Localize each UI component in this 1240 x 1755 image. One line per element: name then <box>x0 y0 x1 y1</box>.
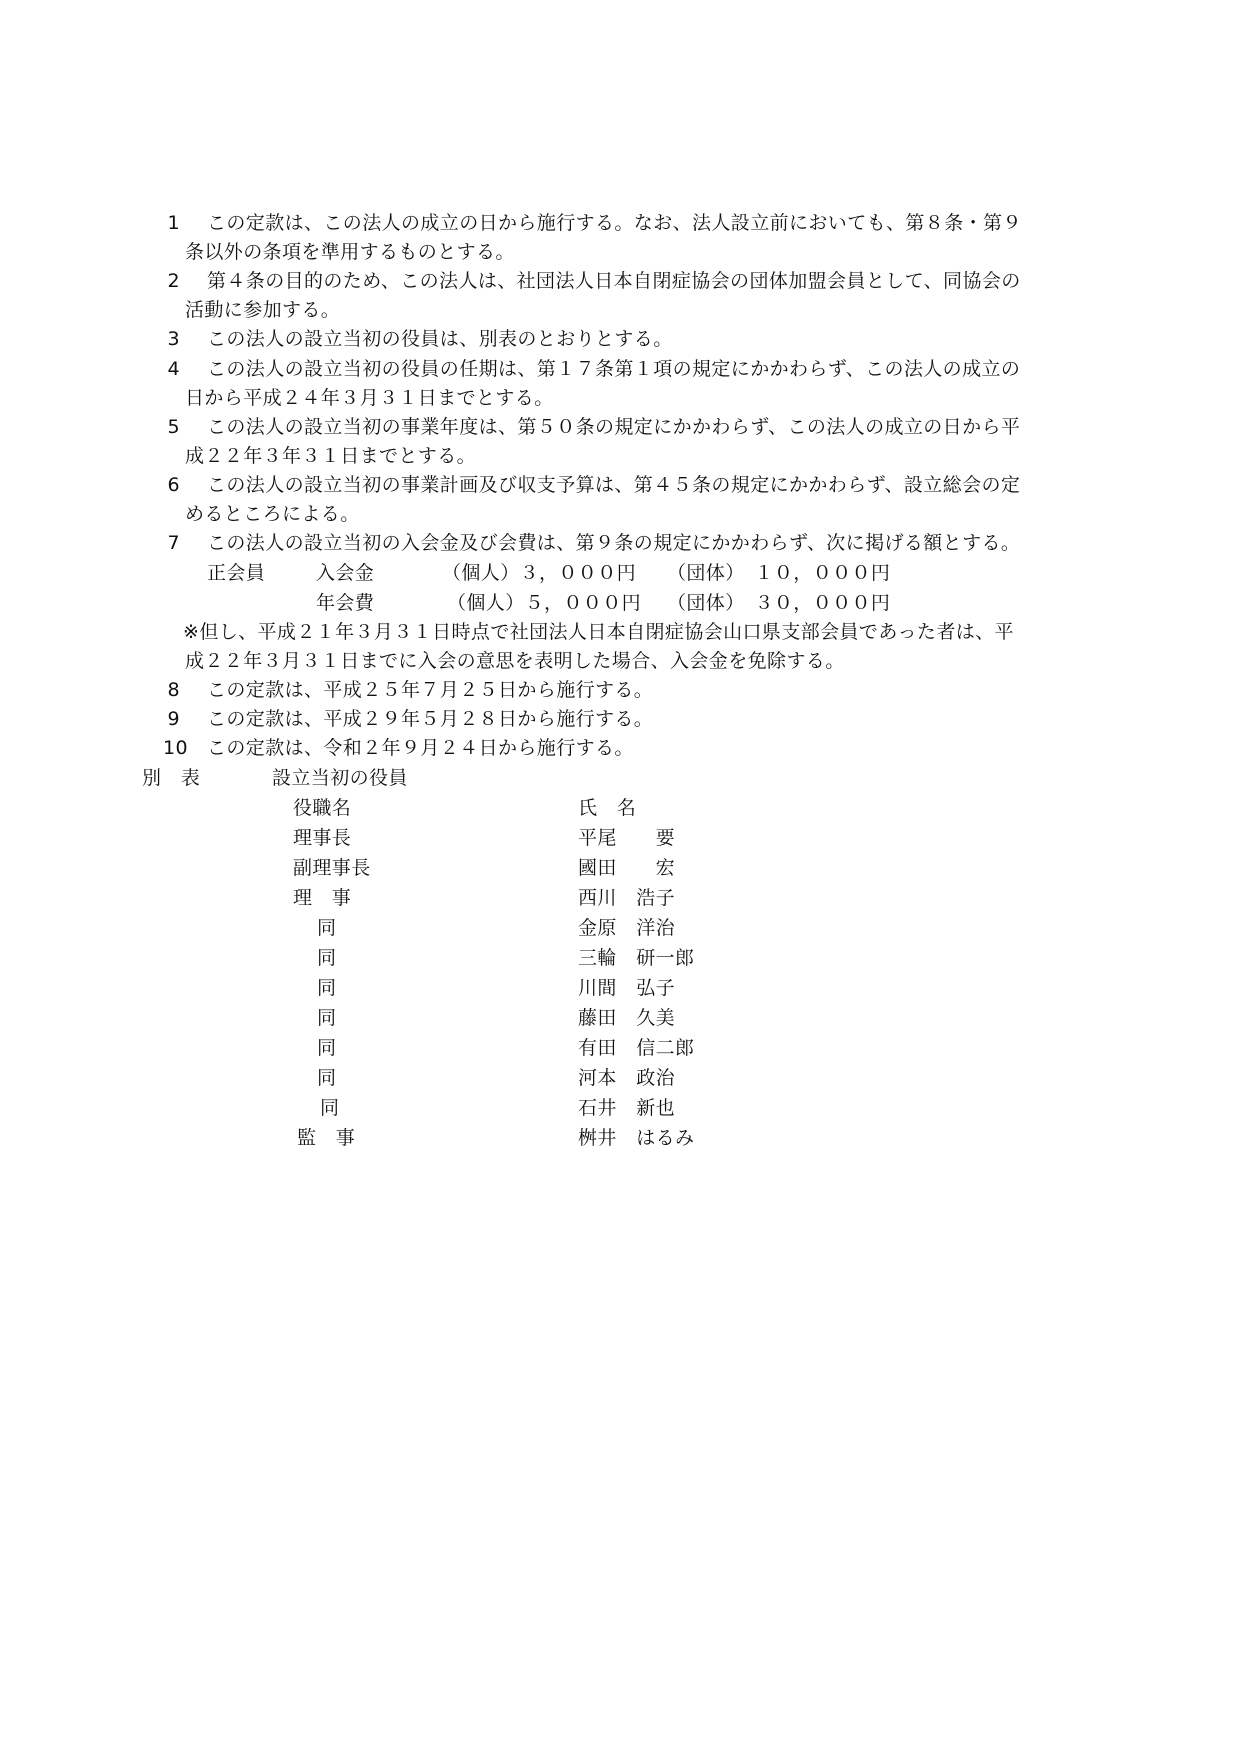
note-text: ※但し、平成２１年３月３１日時点で社団法人日本自閉症協会山口県支部会員であった者は、平 <box>183 621 1014 643</box>
officer-role: 同 <box>317 1067 337 1089</box>
officer-role: 同 <box>317 1037 337 1059</box>
officer-role: 同 <box>320 1097 340 1119</box>
officer-role: 理 事 <box>293 887 352 909</box>
fee-label: 年会費 <box>316 592 375 614</box>
officer-role: 副理事長 <box>293 857 371 879</box>
provision-text: 活動に参加する。 <box>185 299 341 321</box>
header-role: 役職名 <box>293 797 352 819</box>
officer-role: 理事長 <box>293 827 352 849</box>
annex-title: 設立当初の役員 <box>272 767 408 789</box>
provision-number: 2 <box>167 270 180 292</box>
officer-name: 西川 浩子 <box>578 887 676 909</box>
fee-individual: （個人）３，０００円 <box>442 562 637 584</box>
annex-label: 別 表 <box>142 767 201 789</box>
provision-number: 1 <box>167 212 180 234</box>
provision-text: 条以外の条項を準用するものとする。 <box>185 241 515 263</box>
officer-name: 有田 信二郎 <box>578 1037 695 1059</box>
provision-number: 9 <box>167 708 180 730</box>
officer-name: 石井 新也 <box>578 1097 676 1119</box>
provision-number: 3 <box>167 328 180 350</box>
provision-text: この法人の設立当初の役員は、別表のとおりとする。 <box>207 328 673 350</box>
provision-text: この定款は、この法人の成立の日から施行する。なお、法人設立前においても、第８条・第９ <box>207 212 1022 234</box>
header-name: 氏 名 <box>578 797 637 819</box>
provision-text: この法人の設立当初の事業計画及び収支予算は、第４５条の規定にかかわらず、設立総会の定 <box>207 474 1021 496</box>
provision-text: めるところによる。 <box>185 503 360 525</box>
provision-number: 4 <box>167 358 180 380</box>
provision-text: この定款は、令和２年９月２４日から施行する。 <box>207 737 634 759</box>
officer-name: 藤田 久美 <box>578 1007 676 1029</box>
officer-role: 同 <box>317 917 337 939</box>
provision-text: この法人の設立当初の事業年度は、第５０条の規定にかかわらず、この法人の成立の日から平 <box>207 416 1021 438</box>
officer-name: 金原 洋治 <box>578 917 676 939</box>
officer-name: 桝井 はるみ <box>578 1127 695 1149</box>
officer-role: 監 事 <box>297 1127 356 1149</box>
officer-name: 河本 政治 <box>578 1067 676 1089</box>
provision-number: 5 <box>167 416 180 438</box>
note-text: 成２２年３月３１日までに入会の意思を表明した場合、入会金を免除する。 <box>185 650 845 672</box>
officer-name: 平尾 要 <box>578 827 676 849</box>
fee-individual: （個人）５，０００円 <box>447 592 642 614</box>
officer-role: 同 <box>317 977 337 999</box>
provision-number: 6 <box>167 474 180 496</box>
provision-number: 10 <box>163 737 188 759</box>
provision-text: 成２２年３年３１日までとする。 <box>185 445 477 467</box>
provision-number: 7 <box>167 532 180 554</box>
fee-member-type: 正会員 <box>207 562 266 584</box>
officer-role: 同 <box>317 1007 337 1029</box>
provision-text: 第４条の目的のため、この法人は、社団法人日本自閉症協会の団体加盟会員として、同協会の <box>207 270 1021 292</box>
provision-text: この定款は、平成２９年５月２８日から施行する。 <box>207 708 654 730</box>
provision-text: この法人の設立当初の入会金及び会費は、第９条の規定にかかわらず、次に掲げる額とする。 <box>207 532 1021 554</box>
provision-text: この法人の設立当初の役員の任期は、第１７条第１項の規定にかかわらず、この法人の成立の <box>207 358 1021 380</box>
officer-name: 三輪 研一郎 <box>578 947 695 969</box>
fee-group: （団体） １０，０００円 <box>667 562 891 584</box>
officer-name: 國田 宏 <box>578 857 676 879</box>
provision-text: 日から平成２４年３月３１日までとする。 <box>185 387 554 409</box>
fee-label: 入会金 <box>316 562 375 584</box>
provision-text: この定款は、平成２５年７月２５日から施行する。 <box>207 679 654 701</box>
officer-name: 川間 弘子 <box>578 977 676 999</box>
fee-group: （団体） ３０，０００円 <box>667 592 891 614</box>
officer-role: 同 <box>317 947 337 969</box>
provision-number: 8 <box>167 679 180 701</box>
